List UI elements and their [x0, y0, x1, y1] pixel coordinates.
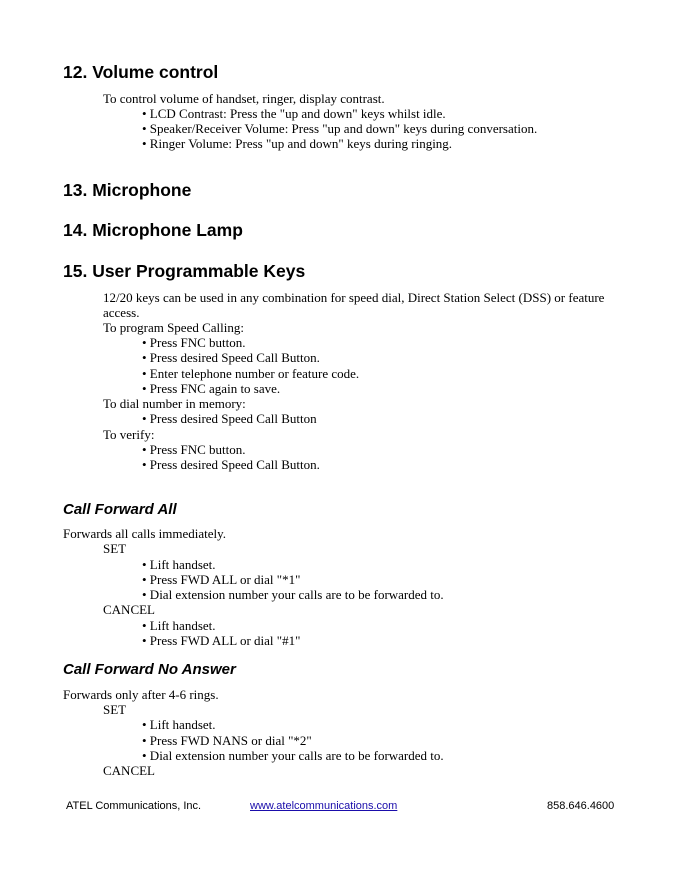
cfa-set-step: • Lift handset. — [142, 557, 216, 572]
cfa-cancel-label: CANCEL — [103, 602, 155, 617]
footer-company: ATEL Communications, Inc. — [66, 800, 202, 812]
heading-volume-control: 12. Volume control — [63, 62, 219, 82]
cfa-set-step: • Dial extension number your calls are to be forwarded to. — [142, 587, 444, 602]
heading-microphone-lamp: 14. Microphone Lamp — [63, 220, 243, 240]
cfna-intro: Forwards only after 4-6 rings. — [63, 687, 219, 702]
heading-user-programmable-keys: 15. User Programmable Keys — [63, 261, 306, 281]
volume-bullet: • Ringer Volume: Press "up and down" keys during ringing. — [142, 136, 453, 151]
verify-step: • Press FNC button. — [142, 442, 246, 457]
heading-call-forward-no-answer: Call Forward No Answer — [63, 661, 236, 678]
dial-memory-label: To dial number in memory: — [103, 396, 246, 411]
verify-step: • Press desired Speed Call Button. — [142, 457, 320, 472]
cfa-set-label: SET — [103, 541, 127, 556]
programmable-intro: 12/20 keys can be used in any combination for speed dial, Direct Station Select (DSS) or feature access. — [103, 290, 605, 321]
footer-website-link[interactable]: www.atelcommunications.com — [250, 800, 398, 812]
cfna-set-step: • Lift handset. — [142, 717, 216, 732]
cfna-cancel-label: CANCEL — [103, 763, 155, 778]
cfna-set-step: • Dial extension number your calls are to be forwarded to. — [142, 748, 444, 763]
cfna-set-step: • Press FWD NANS or dial "*2" — [142, 733, 312, 748]
volume-intro: To control volume of handset, ringer, display contrast. — [103, 91, 385, 106]
volume-bullet: • Speaker/Receiver Volume: Press "up and down" keys during conversation. — [142, 121, 538, 136]
program-step: • Press desired Speed Call Button. — [142, 350, 320, 365]
cfna-set-label: SET — [103, 702, 127, 717]
footer-phone: 858.646.4600 — [547, 800, 615, 812]
cfa-set-step: • Press FWD ALL or dial "*1" — [142, 572, 301, 587]
verify-label: To verify: — [103, 427, 155, 442]
program-step: • Enter telephone number or feature code. — [142, 366, 360, 381]
heading-microphone: 13. Microphone — [63, 180, 192, 200]
program-step: • Press FNC button. — [142, 335, 246, 350]
cfa-cancel-step: • Lift handset. — [142, 618, 216, 633]
heading-call-forward-all: Call Forward All — [63, 501, 177, 518]
cfa-cancel-step: • Press FWD ALL or dial "#1" — [142, 633, 301, 648]
volume-bullet: • LCD Contrast: Press the "up and down" keys whilst idle. — [142, 106, 446, 121]
program-step: • Press FNC again to save. — [142, 381, 281, 396]
dial-step: • Press desired Speed Call Button — [142, 411, 317, 426]
cfa-intro: Forwards all calls immediately. — [63, 526, 227, 541]
program-speed-calling-label: To program Speed Calling: — [103, 320, 244, 335]
